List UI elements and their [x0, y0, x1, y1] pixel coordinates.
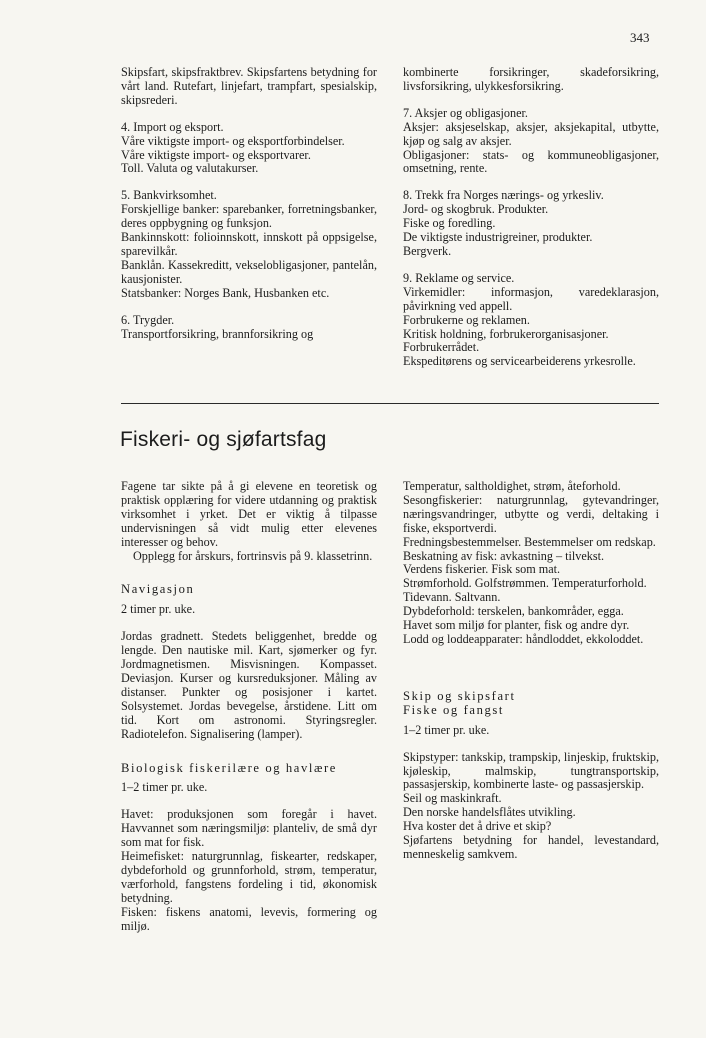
paragraph: Hva koster det å drive et skip? [403, 819, 552, 834]
paragraph: Sesongfiskerier: naturgrunnlag, gytevandringer, næringsvandringer, utbytte og verdi, deltaking i fiske, eksportverdi. [403, 492, 659, 535]
paragraph: Våre viktigste import- og eksportforbindelser. [121, 133, 345, 148]
paragraph: Havet som miljø for planter, fisk og andre dyr. [403, 618, 630, 633]
paragraph: Jordas gradnett. Stedets beliggenhet, bredde og lengde. Den nautiske mil. Kart, sjømerker og fyr. Jordmagnetismen. Misvisningen. Kompasset. Deviasjon. Kurser og kursreduksjoner. Måling av distanser. Punkter og posisjoner i kartet. Solsystemet. Jordas bevegelse, årstidene. Litt om tid. Kort om astronomi. Styringsregler. Radiotelefon. Signalisering (lamper). [121, 629, 377, 741]
bottom-right-column [403, 480, 659, 862]
section-divider [121, 403, 659, 404]
section-title: Fiskeri- og sjøfartsfag [120, 428, 327, 451]
paragraph: Statsbanker: Norges Bank, Husbanken etc. [121, 285, 330, 300]
paragraph: Heimefisket: naturgrunnlag, fiskearter, redskaper, dybdeforhold og grunnforhold, strøm, temperatur, værforhold, fangstens fordeling i tid, økonomisk betydning. [121, 849, 377, 905]
paragraph: Verdens fiskerier. Fisk som mat. [403, 562, 561, 577]
paragraph: Forbrukerrådet. [403, 340, 480, 355]
paragraph: Virkemidler: informasjon, varedeklarasjon, påvirkning ved appell. [403, 284, 659, 313]
paragraph: Fisken: fiskens anatomi, levevis, formering og miljø. [121, 904, 377, 933]
paragraph: Aksjer: aksjeselskap, aksjer, aksjekapital, utbytte, kjøp og salg av aksjer. [403, 119, 659, 148]
subsection-heading: Biologisk fiskerilære og havlære [121, 760, 337, 775]
page-number: 343 [630, 30, 650, 45]
bottom-left-column [121, 480, 377, 933]
paragraph: Obligasjoner: stats- og kommuneobligasjoner, omsetning, rente. [403, 147, 659, 176]
paragraph: Toll. Valuta og valutakurser. [121, 161, 259, 176]
paragraph: Tidevann. Saltvann. [403, 590, 501, 605]
paragraph: 8. Trekk fra Norges nærings- og yrkesliv. [403, 188, 604, 203]
paragraph: Banklån. Kassekreditt, vekselobligasjoner, pantelån, kausjonister. [121, 257, 377, 286]
paragraph: Fiske og foredling. [403, 216, 496, 231]
paragraph: 5. Bankvirksomhet. [121, 188, 217, 203]
paragraph: Opplegg for årskurs, fortrinsvis på 9. klassetrinn. [133, 548, 373, 563]
subsection-heading: Navigasjon [121, 582, 195, 597]
paragraph: Lodd og loddeapparater: håndloddet, ekkoloddet. [403, 631, 644, 646]
paragraph: Transportforsikring, brannforsikring og [121, 326, 314, 341]
paragraph: Dybdeforhold: terskelen, bankområder, egga. [403, 604, 624, 619]
top-right-column [403, 66, 659, 369]
paragraph: Forbrukerne og reklamen. [403, 312, 530, 327]
paragraph: Bankinnskott: folioinnskott, innskott på oppsigelse, sparevilkår. [121, 230, 377, 258]
paragraph: Den norske handelsflåtes utvikling. [403, 805, 576, 820]
subsection-heading: Skip og skipsfart [403, 688, 516, 703]
paragraph: Temperatur, saltholdighet, strøm, åteforhold. [403, 479, 621, 493]
paragraph: Ekspeditørens og servicearbeiderens yrkesrolle. [403, 354, 636, 369]
paragraph: Skipsfart, skipsfraktbrev. Skipsfartens betydning for vårt land. Rutefart, linjefart, trampfart, spesialskip, skipsrederi. [121, 65, 377, 107]
paragraph: kombinerte forsikringer, skadeforsikring, livsforsikring, ulykkesforsikring. [403, 65, 659, 93]
paragraph: 9. Reklame og service. [403, 270, 515, 285]
top-left-column [121, 66, 377, 341]
paragraph: 1–2 timer pr. uke. [403, 722, 490, 737]
paragraph: 6. Trygder. [121, 312, 175, 327]
paragraph: Forskjellige banker: sparebanker, forretningsbanker, deres oppbygning og funksjon. [121, 202, 377, 231]
paragraph: 2 timer pr. uke. [121, 602, 196, 617]
paragraph: Seil og maskinkraft. [403, 791, 502, 806]
paragraph: 7. Aksjer og obligasjoner. [403, 105, 528, 120]
paragraph: Skipstyper: tankskip, trampskip, linjeskip, fruktskip, kjøleskip, malmskip, tungtransportskip, passasjerskip, kombinerte laste- og passasjerskip. [403, 749, 659, 792]
paragraph: Jord- og skogbruk. Produkter. [403, 202, 549, 217]
paragraph: Kritisk holdning, forbrukerorganisasjoner. [403, 326, 609, 341]
paragraph: Havet: produksjonen som foregår i havet. Havvannet som næringsmiljø: planteliv, de små dyr som mat for fisk. [121, 807, 377, 850]
paragraph: 4. Import og eksport. [121, 119, 224, 134]
paragraph: Sjøfartens betydning for handel, levestandard, menneskelig samkvem. [403, 833, 659, 861]
paragraph: Beskatning av fisk: avkastning – tilvekst. [403, 548, 605, 563]
paragraph: De viktigste industrigreiner, produkter. [403, 230, 593, 245]
paragraph: Fredningsbestemmelser. Bestemmelser om redskap. [403, 534, 656, 549]
paragraph: Fagene tar sikte på å gi elevene en teoretisk og praktisk opplæring for videre utdanning og praktisk virksomhet i yrket. Det er viktig å tilpasse undervisningen så vidt mulig etter elevenes interesser og behov. [121, 479, 377, 549]
paragraph: 1–2 timer pr. uke. [121, 780, 208, 795]
paragraph: Bergverk. [403, 243, 452, 258]
paragraph: Strømforhold. Golfstrømmen. Temperaturforhold. [403, 576, 647, 591]
subsection-heading: Fiske og fangst [403, 702, 504, 717]
paragraph: Våre viktigste import- og eksportvarer. [121, 147, 311, 162]
